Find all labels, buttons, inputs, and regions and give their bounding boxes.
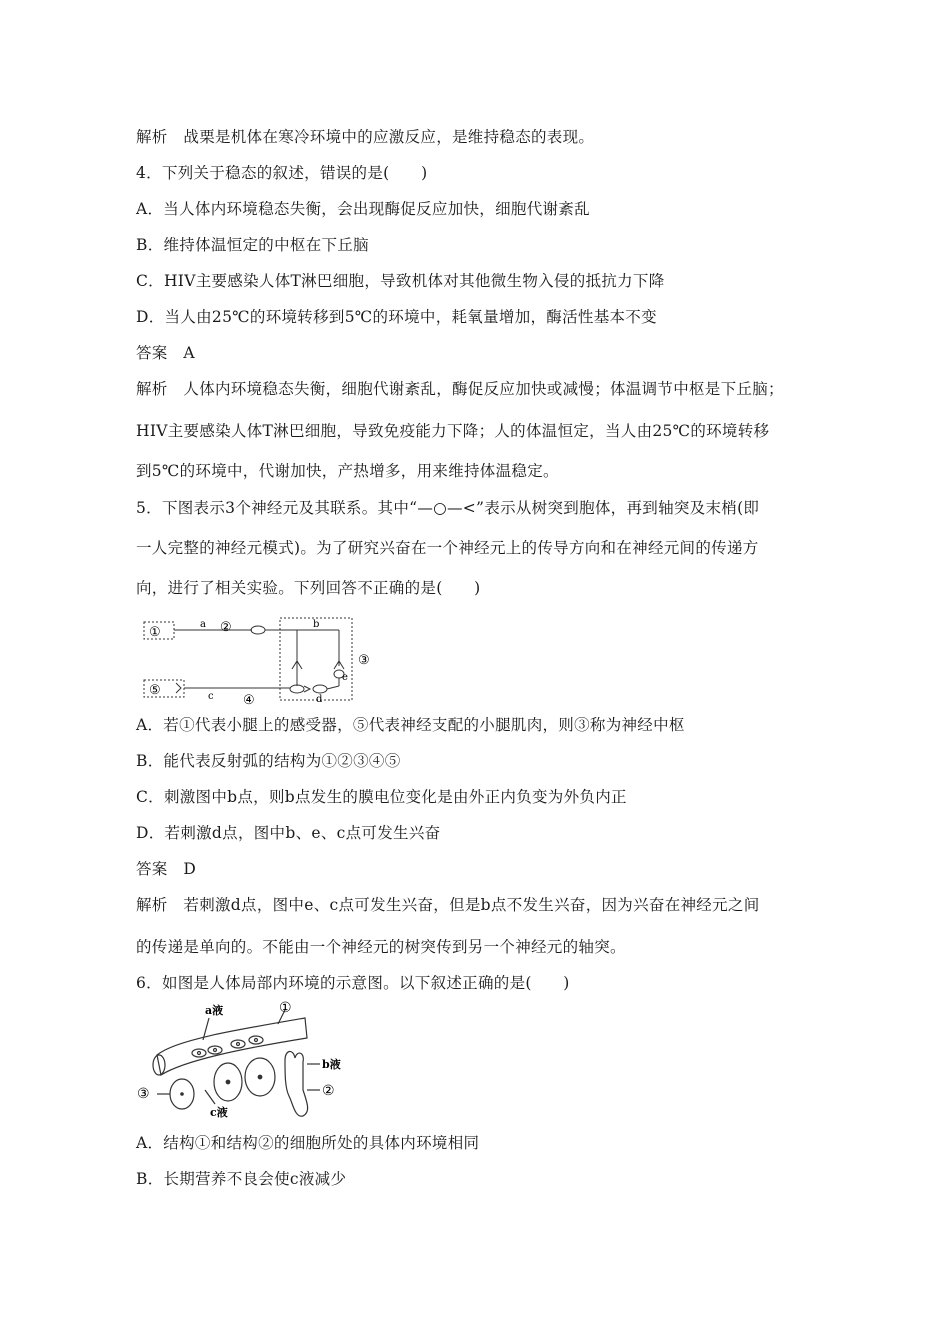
fig5-label-4: ④ — [243, 693, 255, 706]
q6-option-b: B．长期营养不良会使c液减少 — [136, 1170, 347, 1188]
q4-option-c: C．HIV主要感染人体T淋巴细胞，导致机体对其他微生物入侵的抵抗力下降 — [136, 272, 665, 290]
fig5-label-c: c — [208, 691, 214, 702]
q5-answer: 答案 D — [136, 860, 197, 878]
q6-stem: 6．如图是人体局部内环境的示意图。以下叙述正确的是( ) — [136, 974, 570, 992]
q4-analysis-line-3: 到5℃的环境中，代谢加快，产热增多，用来维持体温稳定。 — [136, 462, 559, 480]
fig5-label-5: ⑤ — [149, 683, 161, 698]
q4-option-a: A．当人体内环境稳态失衡，会出现酶促反应加快，细胞代谢紊乱 — [136, 200, 590, 218]
q5-option-b: B．能代表反射弧的结构为①②③④⑤ — [136, 752, 401, 770]
fig5-label-b: b — [313, 619, 320, 630]
q5-analysis-line-1: 解析 若刺激d点，图中e、c点可发生兴奋，但是b点不发生兴奋，因为兴奋在神经元之间 — [136, 896, 760, 914]
neuron-diagram — [140, 614, 380, 706]
inner-environment-diagram — [135, 1000, 360, 1125]
q5-stem-line-2: 一人完整的神经元模式)。为了研究兴奋在一个神经元上的传导方向和在神经元间的传递方 — [136, 539, 759, 557]
q5-stem-line-3: 向，进行了相关实验。下列回答不正确的是( ) — [136, 579, 481, 597]
q5-stem-line-1: 5．下图表示3个神经元及其联系。其中“—○—<”表示从树突到胞体，再到轴突及末梢(即 — [136, 499, 760, 517]
q4-option-b: B．维持体温恒定的中枢在下丘脑 — [136, 236, 369, 254]
fig5-label-d: d — [316, 694, 323, 705]
q4-answer: 答案 A — [136, 344, 195, 362]
q5-option-a: A．若①代表小腿上的感受器，⑤代表神经支配的小腿肌肉，则③称为神经中枢 — [136, 716, 685, 734]
fig6-label-c-liquid: c液 — [210, 1106, 228, 1119]
fig6-label-3: ③ — [137, 1086, 150, 1102]
fig5-label-3: ③ — [358, 653, 370, 668]
fig5-label-e: e — [342, 672, 348, 683]
fig5-label-a: a — [200, 619, 206, 630]
fig6-label-2: ② — [322, 1083, 335, 1099]
fig6-label-a-liquid: a液 — [205, 1004, 224, 1017]
fig6-label-b-liquid: b液 — [322, 1058, 341, 1071]
q4-stem: 4．下列关于稳态的叙述，错误的是( ) — [136, 164, 428, 182]
q4-analysis-line-2: HIV主要感染人体T淋巴细胞，导致免疫能力下降；人的体温恒定，当人由25℃的环境转移 — [136, 422, 770, 440]
fig5-label-2: ② — [220, 620, 232, 635]
fig5-label-1: ① — [149, 625, 161, 640]
q3-analysis: 解析 战栗是机体在寒冷环境中的应激反应，是维持稳态的表现。 — [136, 128, 595, 146]
fig6-label-1: ① — [279, 1000, 292, 1016]
q4-analysis-line-1: 解析 人体内环境稳态失衡，细胞代谢紊乱，酶促反应加快或减慢；体温调节中枢是下丘脑； — [136, 380, 784, 398]
q4-option-d: D．当人由25℃的环境转移到5℃的环境中，耗氧量增加，酶活性基本不变 — [136, 308, 657, 326]
q5-option-c: C．刺激图中b点，则b点发生的膜电位变化是由外正内负变为外负内正 — [136, 788, 627, 806]
q6-option-a: A．结构①和结构②的细胞所处的具体内环境相同 — [136, 1134, 480, 1152]
q5-analysis-line-2: 的传递是单向的。不能由一个神经元的树突传到另一个神经元的轴突。 — [136, 938, 626, 956]
q5-option-d: D．若刺激d点，图中b、e、c点可发生兴奋 — [136, 824, 441, 842]
